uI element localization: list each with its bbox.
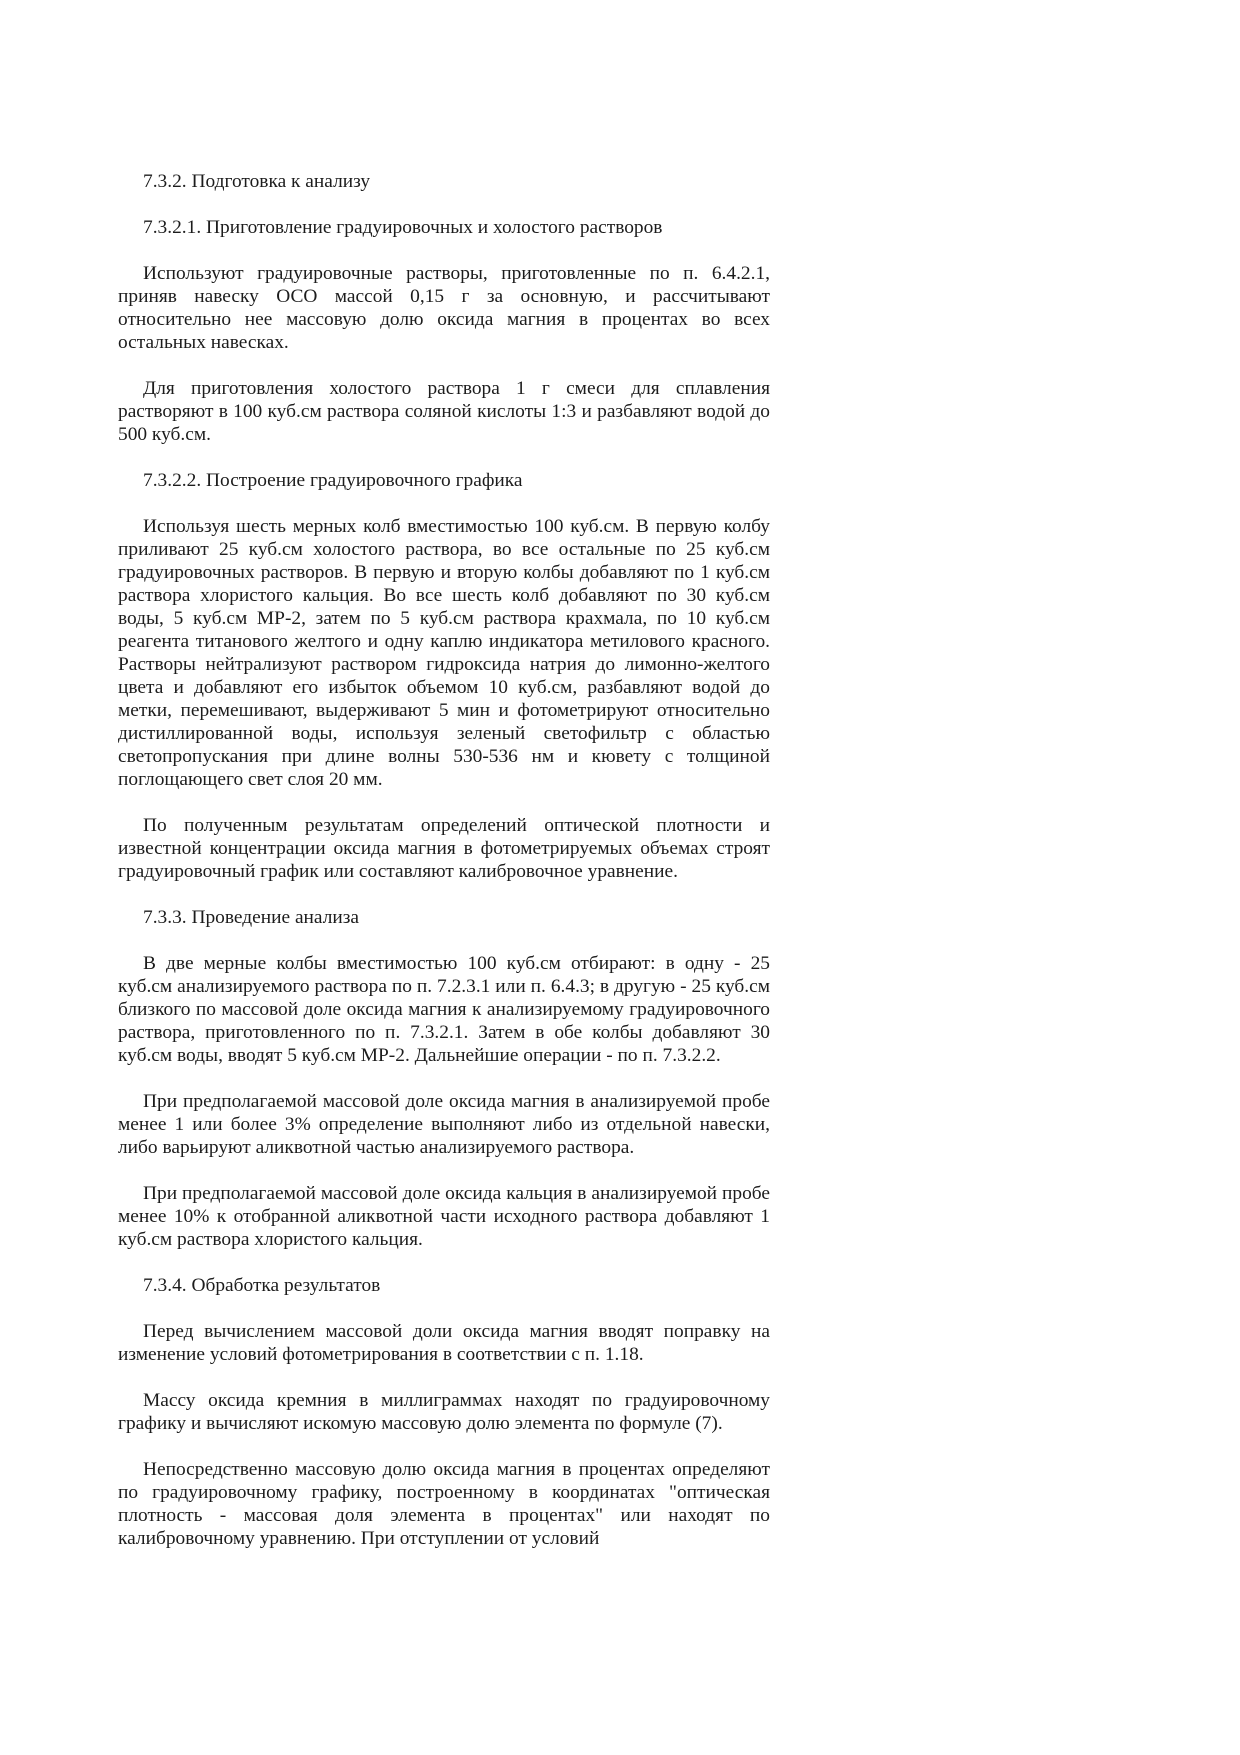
paragraph: Непосредственно массовую долю оксида магния в процентах определяют по градуировочному графику, построенному в координатах "оптическая плотность - массовая доля элемента в процентах" или находят по калибровочному уравнению. При отступлении от условий bbox=[118, 1459, 770, 1549]
section-heading: 7.3.2.1. Приготовление градуировочных и холостого растворов bbox=[143, 217, 663, 238]
paragraph: В две мерные колбы вместимостью 100 куб.см отбирают: в одну - 25 куб.см анализируемого раствора по п. 7.2.3.1 или п. 6.4.3; в другую - 25 куб.см близкого по массовой доле оксида магния к анализируемому градуировочного раствора, приготовленного по п. 7.3.2.1. Затем в обе колбы добавляют 30 куб.см воды, вводят 5 куб.см МР-2. Дальнейшие операции - по п. 7.3.2.2. bbox=[118, 953, 770, 1066]
section-heading: 7.3.2. Подготовка к анализу bbox=[143, 171, 371, 192]
document-page bbox=[118, 170, 770, 1550]
paragraph: Используя шесть мерных колб вместимостью 100 куб.см. В первую колбу приливают 25 куб.см холостого раствора, во все остальные по 25 куб.см градуировочных растворов. В первую и вторую колбы добавляют по 1 куб.см раствора хлористого кальция. Во все шесть колб добавляют по 30 куб.см воды, 5 куб.см МР-2, затем по 5 куб.см раствора крахмала, по 10 куб.см реагента титанового желтого и одну каплю индикатора метилового красного. Растворы нейтрализуют раствором гидроксида натрия до лимонно-желтого цвета и добавляют его избыток объемом 10 куб.см, разбавляют водой до метки, перемешивают, выдерживают 5 мин и фотометрируют относительно дистиллированной воды, используя зеленый светофильтр с областью светопропускания при длине волны 530-536 нм и кювету с толщиной поглощающего свет слоя 20 мм. bbox=[118, 516, 770, 790]
section-heading: 7.3.4. Обработка результатов bbox=[143, 1275, 381, 1296]
section-heading: 7.3.2.2. Построение градуировочного графика bbox=[143, 470, 523, 491]
paragraph: Массу оксида кремния в миллиграммах находят по градуировочному графику и вычисляют искомую массовую долю элемента по формуле (7). bbox=[118, 1390, 770, 1434]
paragraph: Для приготовления холостого раствора 1 г смеси для сплавления растворяют в 100 куб.см раствора соляной кислоты 1:3 и разбавляют водой до 500 куб.см. bbox=[118, 378, 770, 445]
paragraph: По полученным результатам определений оптической плотности и известной концентрации оксида магния в фотометрируемых объемах строят градуировочный график или составляют калибровочное уравнение. bbox=[118, 815, 770, 882]
paragraph: При предполагаемой массовой доле оксида кальция в анализируемой пробе менее 10% к отобранной аликвотной части исходного раствора добавляют 1 куб.см раствора хлористого кальция. bbox=[118, 1183, 770, 1250]
paragraph: Используют градуировочные растворы, приготовленные по п. 6.4.2.1, приняв навеску ОСО массой 0,15 г за основную, и рассчитывают относительно нее массовую долю оксида магния в процентах во всех остальных навесках. bbox=[118, 263, 770, 353]
paragraph: При предполагаемой массовой доле оксида магния в анализируемой пробе менее 1 или более 3% определение выполняют либо из отдельной навески, либо варьируют аликвотной частью анализируемого раствора. bbox=[118, 1091, 770, 1158]
section-heading: 7.3.3. Проведение анализа bbox=[143, 907, 360, 928]
paragraph: Перед вычислением массовой доли оксида магния вводят поправку на изменение условий фотометрирования в соответствии с п. 1.18. bbox=[118, 1321, 770, 1365]
